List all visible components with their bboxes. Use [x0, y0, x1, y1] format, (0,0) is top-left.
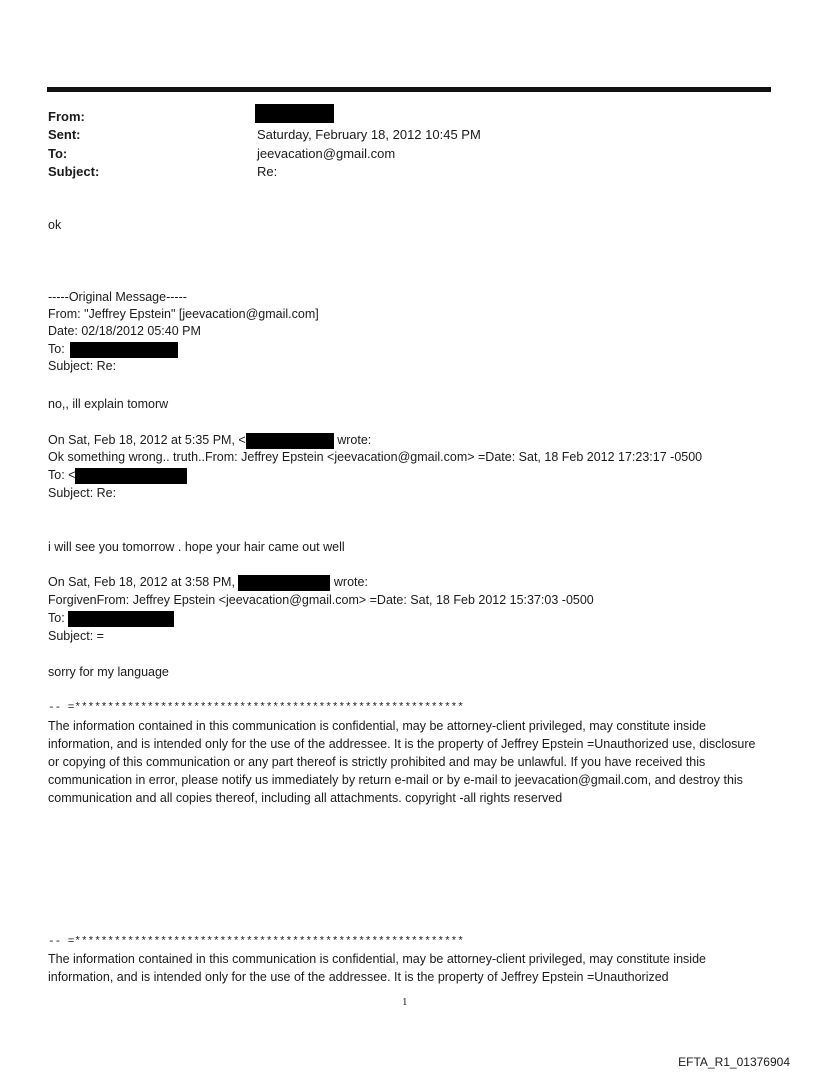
quoted-to: [48, 467, 187, 484]
quoted-to-label: To: <: [48, 468, 76, 482]
quoted-subject: Subject: =: [48, 629, 104, 643]
message-text: i will see you tomorrow . hope your hair came out well: [48, 540, 345, 554]
message-text: sorry for my language: [48, 665, 169, 679]
quoted-to: [48, 610, 174, 627]
quote-header-lt: <: [238, 433, 246, 447]
original-message-separator: -----Original Message-----: [48, 290, 187, 304]
message-text: no,, ill explain tomorw: [48, 397, 169, 411]
sent-label: Sent:: [48, 127, 81, 142]
subject-label: Subject:: [48, 164, 100, 179]
signature-separator: -- =***********************************************************: [48, 936, 464, 948]
quoted-to-label: To:: [48, 611, 65, 625]
quote-header: [48, 432, 371, 449]
from-label: From:: [48, 109, 85, 124]
disclaimer: The information contained in this communication is confidential, may be attorney-client privileged, may constitute inside information, and is intended only for the use of the addressee. It is the property of Jeffrey Epstein =Unauthorized use, disclosure or copying of this communication or any part thereof is strictly prohibited and may be unlawful. If you have received this communication in error, please notify us immediately by return e-mail or by e-mail to jeevacation@gmail.com, and destroy this communication and all copies thereof, including all attachments. copyright -all rights reserved: [48, 719, 756, 805]
quoted-text: Ok something wrong.. truth..From: Jeffrey Epstein <jeevacation@gmail.com> =Date: Sat, 18 Feb 2012 17:23:17 -0500: [48, 450, 703, 464]
header-rule: [47, 87, 771, 92]
to-value: jeevacation@gmail.com: [257, 146, 396, 161]
quote-header-suffix: wrote:: [333, 575, 368, 589]
original-to: [48, 341, 178, 358]
disclaimer: The information contained in this communication is confidential, may be attorney-client privileged, may constitute inside information, and is intended only for the use of the addressee. It is the property of Jeffrey Epstein =Unauthorized: [48, 952, 706, 984]
reply-text: ok: [48, 218, 62, 232]
redaction-box: [246, 433, 334, 449]
redaction-box: [75, 468, 187, 484]
redaction-box: [238, 575, 330, 591]
quote-header-suffix: wrote:: [337, 433, 372, 447]
original-from: From: "Jeffrey Epstein" [jeevacation@gmail.com]: [48, 307, 319, 321]
redaction-box: [68, 611, 174, 627]
sent-value: Saturday, February 18, 2012 10:45 PM: [257, 127, 481, 142]
quote-header-prefix: On Sat, Feb 18, 2012 at 3:58 PM,: [48, 575, 235, 589]
original-date: Date: 02/18/2012 05:40 PM: [48, 324, 201, 338]
bates-number: EFTA_R1_01376904: [678, 1055, 790, 1069]
page-number: 1: [402, 996, 408, 1008]
quoted-text: ForgivenFrom: Jeffrey Epstein <jeevacation@gmail.com> =Date: Sat, 18 Feb 2012 15:37:03 -0500: [48, 593, 594, 607]
to-label: To:: [48, 146, 68, 161]
original-subject: Subject: Re:: [48, 359, 117, 373]
redaction-box: [255, 104, 334, 123]
subject-value: Re:: [257, 164, 278, 179]
redaction-box: [70, 342, 178, 358]
quoted-subject: Subject: Re:: [48, 486, 117, 500]
quote-header: [48, 574, 368, 591]
signature-separator: -- =***********************************************************: [48, 702, 464, 714]
original-to-label: To:: [48, 342, 65, 356]
quote-header-prefix: On Sat, Feb 18, 2012 at 5:35 PM,: [48, 433, 235, 447]
